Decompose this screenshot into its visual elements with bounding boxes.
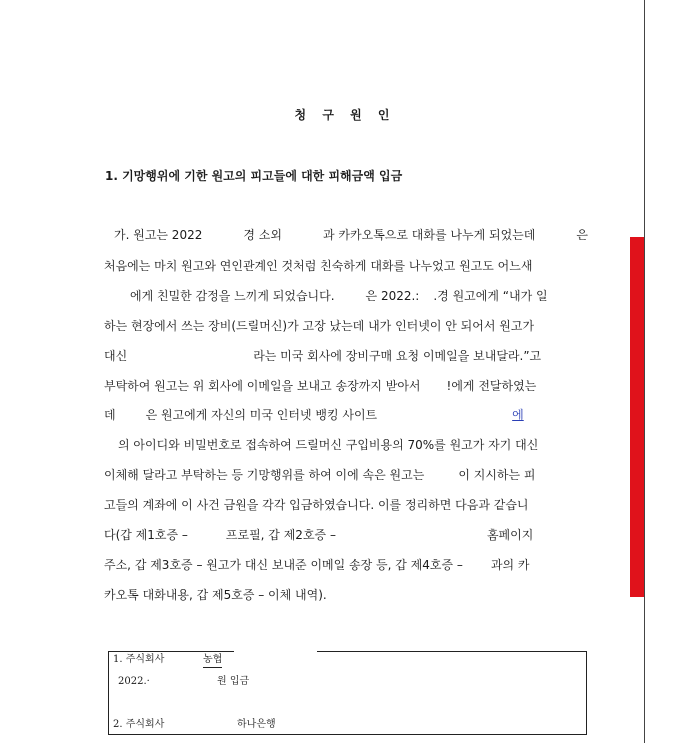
paragraph-line	[104, 407, 588, 423]
text-fragment: 부탁하여 원고는 위 회사에 이메일을 보내고 송장까지 받아서	[104, 379, 421, 393]
paragraph-line	[104, 467, 588, 483]
text-fragment: 라는 미국 회사에 장비구매 요청 이메일을 보내달라.”고	[253, 349, 542, 363]
paragraph-line	[104, 437, 588, 453]
text-fragment: 대신	[104, 349, 128, 363]
paragraph-line	[104, 227, 588, 243]
text-fragment: 은 원고에게 자신의 미국 인터넷 뱅킹 사이트	[145, 408, 378, 422]
paragraph-line: 처음에는 마치 원고와 연인관계인 것처럼 친숙하게 대화를 나누었고 원고도 어느새	[104, 259, 533, 273]
paragraph-line	[104, 378, 588, 394]
text-fragment: 과의 카	[490, 558, 530, 572]
text-fragment: 에게 친밀한 감정을 느끼게 되었습니다.	[130, 289, 335, 303]
paragraph-line	[104, 348, 588, 364]
company-label: 2. 주식회사	[113, 719, 165, 730]
text-fragment: 이 지시하는 피	[458, 468, 536, 482]
paragraph-line	[104, 527, 588, 543]
text-fragment: 은 2022.:	[365, 289, 420, 303]
text-fragment: 경 소외	[243, 228, 282, 242]
banking-site-link[interactable]: 에	[512, 408, 524, 422]
text-fragment: 프로필, 갑 제2호증 –	[225, 528, 336, 542]
bank-name: 하나은행	[237, 719, 276, 730]
text-fragment: .경 원고에게 “내가 일	[433, 289, 548, 303]
deposit-amount: 원 입금	[217, 676, 250, 687]
paragraph-line: 고들의 계좌에 이 사건 금원을 각각 입금하였습니다. 이를 정리하면 다음과 같습니	[104, 498, 529, 512]
paragraph-line: 하는 현장에서 쓰는 장비(드릴머신)가 고장 났는데 내가 인터넷이 안 되어서 원고가	[104, 319, 535, 333]
deposit-table	[108, 651, 587, 735]
section-heading: 1. 기망행위에 기한 원고의 피고들에 대한 피해금액 입금	[105, 169, 403, 183]
margin-marker	[630, 237, 644, 597]
paragraph-line	[104, 557, 588, 573]
text-fragment: 은	[576, 228, 588, 242]
text-fragment: 주소, 갑 제3호증 – 원고가 대신 보내준 이메일 송장 등, 갑 제4호증 –	[104, 558, 463, 572]
document-title: 청 구 원 인	[294, 108, 396, 122]
text-fragment: 가. 원고는 2022	[114, 228, 203, 242]
text-fragment: 다(갑 제1호증 –	[104, 528, 188, 542]
paragraph-line	[104, 288, 588, 304]
paragraph-line: 카오톡 대화내용, 갑 제5호증 – 이체 내역).	[104, 588, 327, 602]
text-fragment: 이체해 달라고 부탁하는 등 기망행위를 하여 이에 속은 원고는	[104, 468, 425, 482]
company-label: 1. 주식회사	[113, 654, 165, 665]
text-fragment: 데	[104, 408, 116, 422]
text-fragment: 홈페이지	[486, 528, 534, 542]
deposit-date: 2022.·	[118, 676, 150, 687]
text-fragment: 의 아이디와 비밀번호로 접속하여 드릴머신 구입비용의 70%를 원고가 자기 대신	[118, 438, 539, 452]
text-fragment: 과 카카오톡으로 대화를 나누게 되었는데	[323, 228, 536, 242]
page-edge	[644, 0, 645, 743]
bank-name: 농협	[203, 653, 222, 668]
text-fragment: !에게 전달하였는	[446, 379, 537, 393]
